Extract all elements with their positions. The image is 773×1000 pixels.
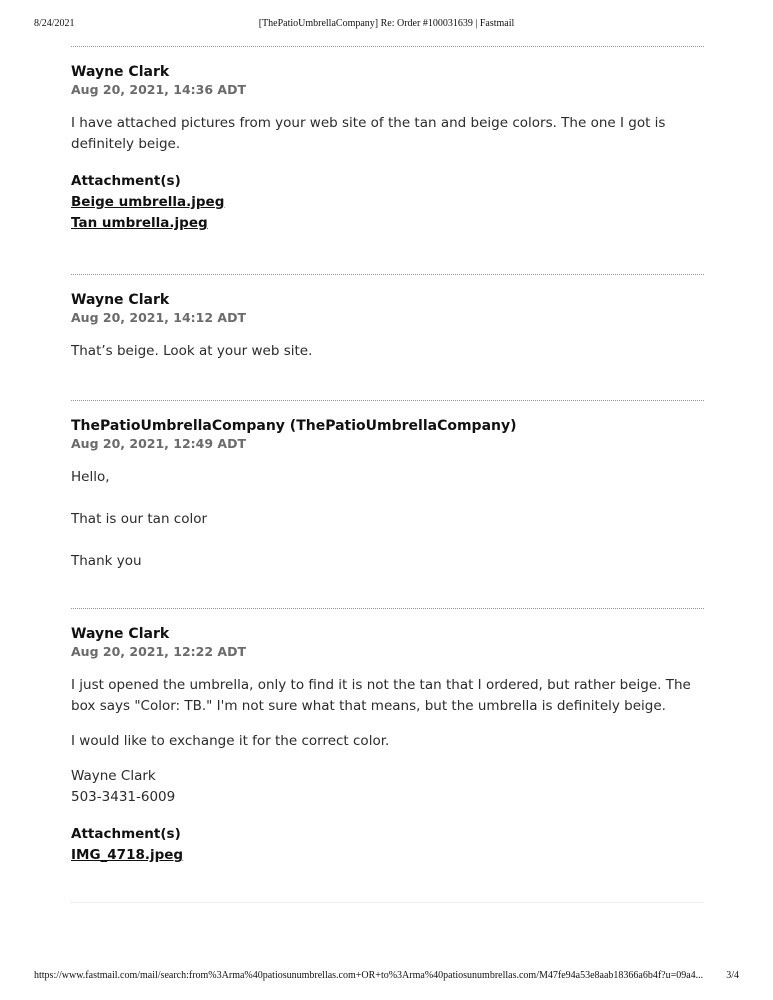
message-body	[71, 467, 704, 572]
message-paragraph: That’s beige. Look at your web site.	[71, 343, 313, 359]
attachments-label: Attachment(s)	[71, 826, 181, 842]
sender-name: Wayne Clark	[71, 64, 170, 80]
message-paragraph: 503-3431-6009	[71, 789, 176, 805]
sender-name: ThePatioUmbrellaCompany (ThePatioUmbrellaCompany)	[71, 418, 517, 434]
message-item	[71, 401, 704, 608]
print-title: [ThePatioUmbrellaCompany] Re: Order #100031639 | Fastmail	[258, 18, 515, 29]
message-thread	[71, 46, 704, 903]
print-header	[34, 18, 739, 32]
attachments	[71, 824, 704, 866]
message-paragraph: Hello,	[71, 469, 110, 485]
print-url: https://www.fastmail.com/mail/search:from%3Arma%40patiosunumbrellas.com+OR+to%3Arma%40patiosunumbrellas.com/M47fe94a53e8aab18366a6b4f?u=09a4...	[34, 970, 704, 981]
print-date: 8/24/2021	[34, 18, 75, 29]
message-item	[71, 275, 704, 400]
message-paragraph: Wayne Clark	[71, 768, 156, 784]
message-paragraph: I just opened the umbrella, only to find it is not the tan that I ordered, but rather beige. The box says "Color: TB." I'm not sure what that means, but the umbrella is definitely beige.	[71, 677, 691, 714]
attachment-link[interactable]: IMG_4718.jpeg	[71, 847, 184, 863]
message-divider	[71, 902, 704, 903]
message-timestamp: Aug 20, 2021, 14:36 ADT	[71, 82, 246, 97]
message-item	[71, 609, 704, 902]
attachment-link[interactable]: Tan umbrella.jpeg	[71, 215, 208, 231]
sender-name: Wayne Clark	[71, 292, 170, 308]
message-paragraph: That is our tan color	[71, 511, 208, 527]
message-body	[71, 113, 704, 155]
attachments-label: Attachment(s)	[71, 173, 181, 189]
message-item	[71, 47, 704, 274]
message-paragraph: I have attached pictures from your web site of the tan and beige colors. The one I got is definitely beige.	[71, 115, 666, 152]
message-timestamp: Aug 20, 2021, 14:12 ADT	[71, 310, 246, 325]
message-body	[71, 341, 704, 362]
attachment-link[interactable]: Beige umbrella.jpeg	[71, 194, 225, 210]
message-timestamp: Aug 20, 2021, 12:22 ADT	[71, 644, 246, 659]
attachments	[71, 171, 704, 234]
message-paragraph: Thank you	[71, 553, 142, 569]
sender-name: Wayne Clark	[71, 626, 170, 642]
message-paragraph: I would like to exchange it for the correct color.	[71, 733, 390, 749]
print-footer	[34, 970, 739, 984]
page-number: 3/4	[726, 970, 739, 981]
message-timestamp: Aug 20, 2021, 12:49 ADT	[71, 436, 246, 451]
message-body	[71, 675, 704, 808]
